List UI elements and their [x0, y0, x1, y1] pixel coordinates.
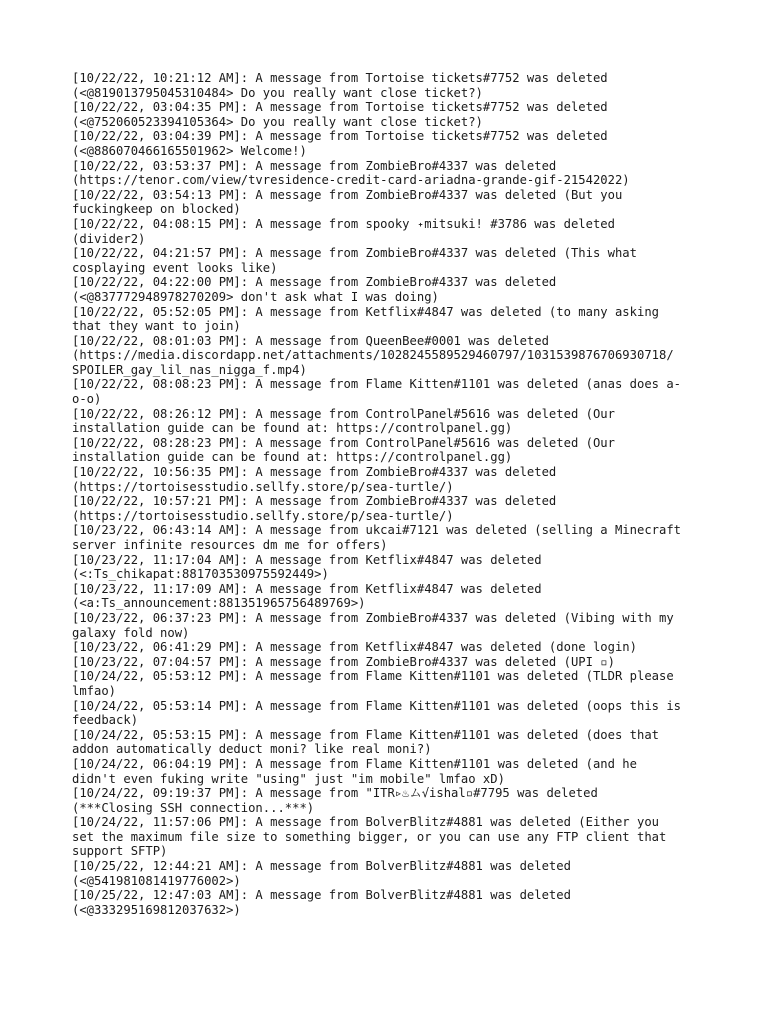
log-entry: [10/22/22, 10:57:21 PM]: A message from ZombieBro#4337 was deleted (https://tortoisesstudio.sellfy.store/p/sea-turtle/): [72, 494, 557, 523]
log-entry: [10/24/22, 05:53:14 PM]: A message from Flame Kitten#1101 was deleted (oops this is feedback): [72, 698, 682, 728]
log-entry: [10/24/22, 11:57:06 PM]: A message from BolverBlitz#4881 was deleted (Either you set the maximum file size to something bigger, or you can use any FTP client that support SFTP): [72, 815, 667, 859]
log-entry: [10/24/22, 05:53:15 PM]: A message from Flame Kitten#1101 was deleted (does that addon automatically deduct moni? like real moni?): [72, 727, 659, 757]
log-entry: [10/23/22, 07:04:57 PM]: A message from ZombieBro#4337 was deleted (UPI ▫): [72, 654, 615, 669]
log-entry: [10/22/22, 04:08:15 PM]: A message from spooky ˖mitsuki! #3786 was deleted (divider2): [72, 216, 615, 246]
log-entry: [10/22/22, 08:26:12 PM]: A message from ControlPanel#5616 was deleted (Our installation guide can be found at: https://controlpanel.gg): [72, 406, 615, 436]
log-entry: [10/23/22, 06:43:14 AM]: A message from ukcai#7121 was deleted (selling a Minecraft server infinite resources dm me for offers): [72, 523, 682, 552]
log-entry: [10/23/22, 11:17:09 AM]: A message from Ketflix#4847 was deleted (<a:Ts_announcement:881351965756489769>): [72, 581, 542, 611]
log-entry: [10/22/22, 03:04:39 PM]: A message from Tortoise tickets#7752 was deleted (<@886070466165501962> Welcome!): [72, 129, 608, 158]
log-entry: [10/22/22, 08:08:23 PM]: A message from Flame Kitten#1101 was deleted (anas does a- o-o): [72, 377, 682, 407]
log-entry: [10/22/22, 04:21:57 PM]: A message from ZombieBro#4337 was deleted (This what cosplaying event looks like): [72, 246, 637, 275]
log-entry: [10/22/22, 03:53:37 PM]: A message from ZombieBro#4337 was deleted (https://tenor.com/view/tvresidence-credit-card-ariadna-grande-gif-21542022): [72, 158, 630, 188]
log-entry: [10/22/22, 03:54:13 PM]: A message from ZombieBro#4337 was deleted (But you fuckingkeep on blocked): [72, 187, 623, 217]
log-entry: [10/25/22, 12:47:03 AM]: A message from BolverBlitz#4881 was deleted (<@333295169812037632>): [72, 888, 571, 917]
log-entry: [10/22/22, 10:56:35 PM]: A message from ZombieBro#4337 was deleted (https://tortoisesstudio.sellfy.store/p/sea-turtle/): [72, 465, 557, 494]
log-entry: [10/22/22, 05:52:05 PM]: A message from Ketflix#4847 was deleted (to many asking that they want to join): [72, 304, 659, 334]
log-entry: [10/24/22, 05:53:12 PM]: A message from Flame Kitten#1101 was deleted (TLDR please lmfao): [72, 669, 674, 698]
log-entry: [10/24/22, 09:19:37 PM]: A message from "ITR▹♨ム√ishal▫#7795 was deleted (***Closing SSH connection...***): [72, 786, 598, 815]
log-entry: [10/22/22, 08:28:23 PM]: A message from ControlPanel#5616 was deleted (Our installation guide can be found at: https://controlpanel.gg): [72, 435, 615, 465]
log-entry: [10/23/22, 11:17:04 AM]: A message from Ketflix#4847 was deleted (<:Ts_chikapat:881703530975592449>): [72, 552, 542, 582]
log-entry: [10/23/22, 06:37:23 PM]: A message from ZombieBro#4337 was deleted (Vibing with my galaxy fold now): [72, 610, 674, 640]
log-entry: [10/22/22, 04:22:00 PM]: A message from ZombieBro#4337 was deleted (<@837772948978270209> don't ask what I was doing): [72, 275, 557, 304]
log-entry: [10/24/22, 06:04:19 PM]: A message from Flame Kitten#1101 was deleted (and he didn't even fuking write "using" just "im mobile" lmfao xD): [72, 756, 637, 786]
log-entry: [10/22/22, 10:21:12 AM]: A message from Tortoise tickets#7752 was deleted (<@819013795045310484> Do you really want close ticket?): [72, 71, 608, 100]
log-entry: [10/25/22, 12:44:21 AM]: A message from BolverBlitz#4881 was deleted (<@541981081419776002>): [72, 859, 571, 888]
log-entry: [10/22/22, 08:01:03 PM]: A message from QueenBee#0001 was deleted (https://media.discordapp.net/attachments/1028245589529460797/1031539876706930718/ SPOILER_gay_lil_nas_nigga_f.mp4): [72, 333, 674, 377]
log-entry: [10/23/22, 06:41:29 PM]: A message from Ketflix#4847 was deleted (done login): [72, 640, 637, 655]
log-entry: [10/22/22, 03:04:35 PM]: A message from Tortoise tickets#7752 was deleted (<@752060523394105364> Do you really want close ticket?): [72, 100, 608, 129]
deleted-messages-log: [72, 71, 702, 917]
